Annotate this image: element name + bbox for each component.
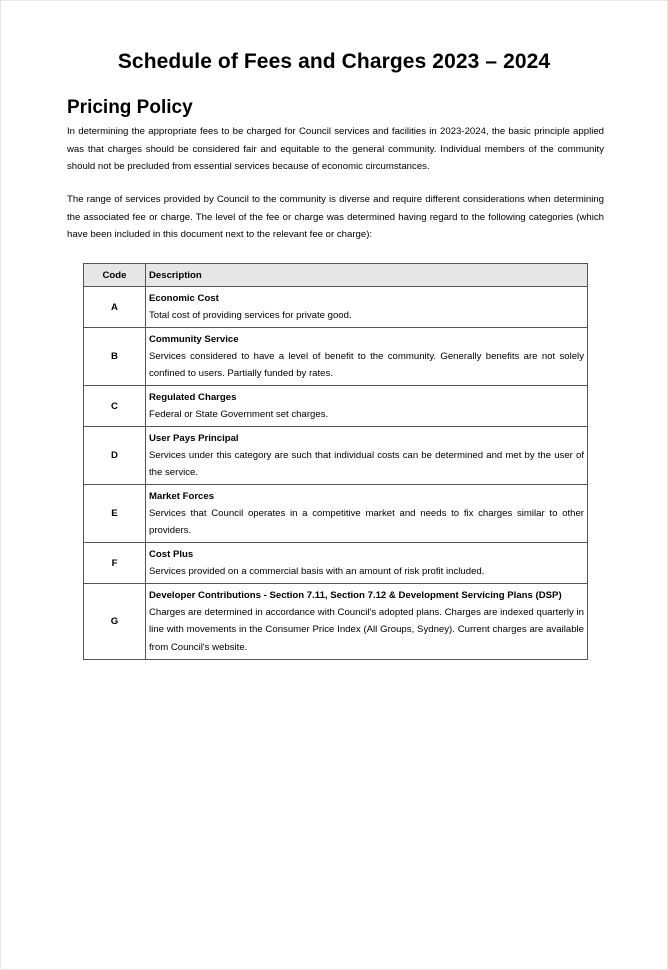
category-description-cell	[146, 287, 588, 328]
table-header-row	[84, 264, 588, 287]
category-description: Federal or State Government set charges.	[149, 408, 329, 420]
category-name: User Pays Principal	[149, 432, 239, 444]
table-row	[84, 287, 588, 328]
category-code: C	[84, 386, 146, 427]
category-code: D	[84, 427, 146, 485]
table-row	[84, 543, 588, 584]
table-row	[84, 584, 588, 660]
column-header-code: Code	[84, 264, 146, 287]
category-name: Regulated Charges	[149, 391, 237, 403]
category-description-cell	[146, 386, 588, 427]
category-description-cell	[146, 584, 588, 660]
category-name: Economic Cost	[149, 292, 219, 304]
category-description: Total cost of providing services for private good.	[149, 309, 352, 321]
table-row	[84, 328, 588, 386]
intro-paragraph: In determining the appropriate fees to be charged for Council services and facilities in 2023-2024, the basic principle applied was that charges should be considered fair and equitable to the general community. Individual members of the community should not be precluded from essential services because of economic circumstances.	[67, 126, 604, 172]
category-code: B	[84, 328, 146, 386]
category-description-cell	[146, 427, 588, 485]
category-description-cell	[146, 543, 588, 584]
category-description: Charges are determined in accordance with Council's adopted plans. Charges are indexed quarterly in line with movements in the Consumer Price Index (All Groups, Sydney). Current charges are available from Council's website.	[149, 607, 584, 653]
table-row	[84, 485, 588, 543]
category-name: Cost Plus	[149, 548, 194, 560]
categories-paragraph: The range of services provided by Council to the community is diverse and require different considerations when determining the associated fee or charge. The level of the fee or charge was determined having regard to the following categories (which have been included in this document next to the relevant fee or charge):	[67, 194, 604, 240]
category-name: Developer Contributions - Section 7.11, Section 7.12 & Development Servicing Plans (DSP)	[149, 590, 562, 602]
category-code: A	[84, 287, 146, 328]
column-header-description: Description	[146, 264, 588, 287]
category-code: E	[84, 485, 146, 543]
category-description-cell	[146, 328, 588, 386]
category-name: Market Forces	[149, 490, 215, 502]
section-heading: Pricing Policy	[67, 97, 193, 118]
category-description-cell	[146, 485, 588, 543]
category-code: F	[84, 543, 146, 584]
table-row	[84, 427, 588, 485]
category-code: G	[84, 584, 146, 660]
category-name: Community Service	[149, 333, 239, 345]
category-description: Services that Council operates in a competitive market and needs to fix charges similar to other providers.	[149, 507, 584, 536]
category-description: Services provided on a commercial basis with an amount of risk profit included.	[149, 565, 485, 577]
pricing-category-table	[83, 263, 588, 660]
category-description: Services under this category are such that individual costs can be determined and met by the user of the service.	[149, 449, 584, 478]
category-description: Services considered to have a level of benefit to the community. Generally benefits are not solely confined to users. Partially funded by rates.	[149, 350, 584, 379]
table-row	[84, 386, 588, 427]
document-title: Schedule of Fees and Charges 2023 – 2024	[117, 50, 551, 73]
